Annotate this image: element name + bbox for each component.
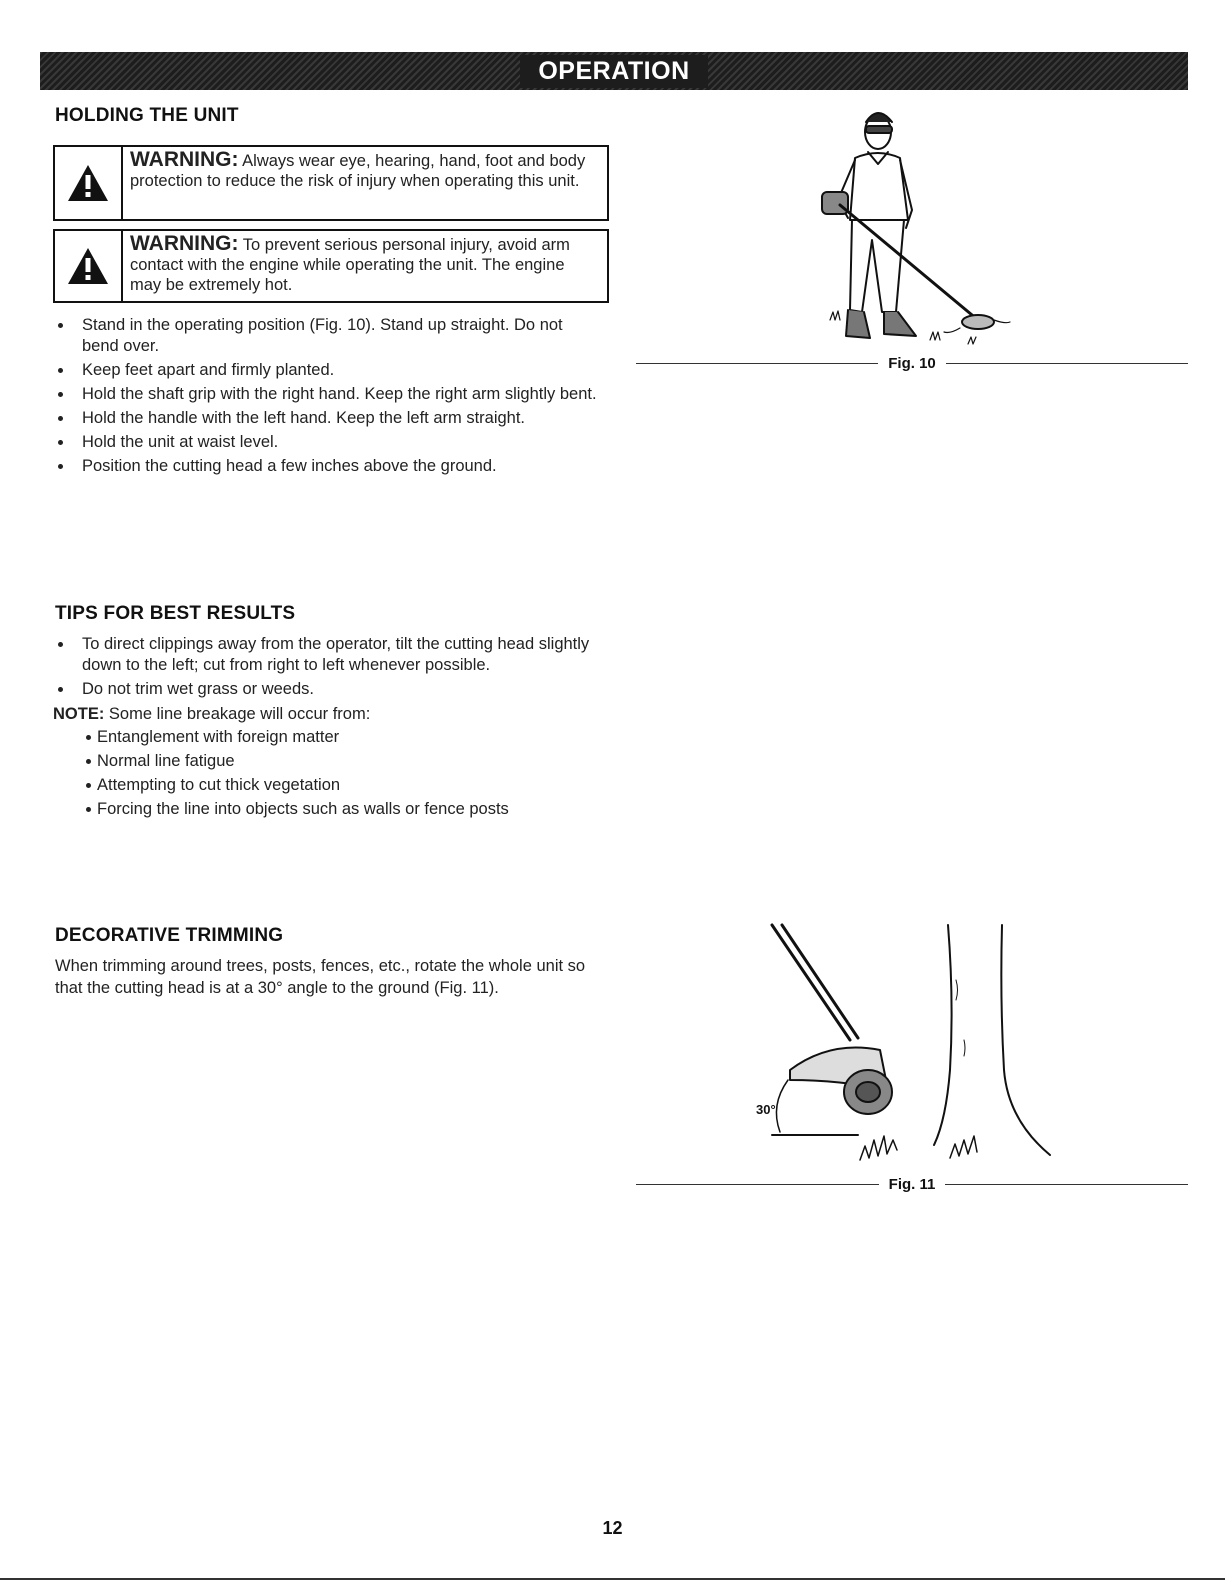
- header-title-wrap: [520, 55, 707, 88]
- caption-rule: [636, 363, 878, 364]
- fig11-angle-label: 30°: [756, 1102, 776, 1117]
- note-sub-list: [53, 727, 598, 823]
- caption-rule: [945, 1184, 1188, 1185]
- list-item: Attempting to cut thick vegetation: [53, 775, 598, 796]
- tips-bullet-list: [53, 634, 598, 703]
- section-title: OPERATION: [538, 56, 690, 85]
- page-number: 12: [602, 1518, 623, 1538]
- tips-note: [53, 704, 370, 725]
- fig10-caption-row: [636, 353, 1188, 373]
- section-header-bar: [40, 52, 1188, 90]
- decorative-paragraph: When trimming around trees, posts, fences, etc., rotate the whole unit so that the cutting head is at a 30° angle to the ground (Fig. 11).: [55, 957, 586, 997]
- list-item: Position the cutting head a few inches above the ground.: [53, 456, 598, 477]
- fig10-caption: Fig. 10: [888, 354, 936, 372]
- warning-icon-cell: [55, 147, 123, 219]
- warning-body: To prevent serious personal injury, avoid arm contact with the engine while operating the unit. The engine may be extremely hot.: [130, 236, 570, 294]
- fig11-caption: Fig. 11: [888, 1175, 936, 1193]
- tips-heading: TIPS FOR BEST RESULTS: [55, 603, 296, 624]
- list-item: Hold the handle with the left hand. Keep the left arm straight.: [53, 408, 598, 429]
- list-item: To direct clippings away from the operator, tilt the cutting head slightly down to the left; cut from right to left whenever possible.: [53, 634, 598, 676]
- list-item: Do not trim wet grass or weeds.: [53, 679, 598, 700]
- holding-bullet-list: [53, 315, 598, 480]
- warning-icon-cell: [55, 231, 123, 301]
- fig11-caption-row: [636, 1174, 1188, 1194]
- decorative-heading: DECORATIVE TRIMMING: [55, 925, 284, 946]
- note-text: Some line breakage will occur from:: [104, 705, 371, 723]
- fig11-decorative-trimming-illustration: [750, 920, 1070, 1170]
- holding-heading: HOLDING THE UNIT: [55, 105, 239, 126]
- list-item: Forcing the line into objects such as walls or fence posts: [53, 799, 598, 820]
- warning-label: WARNING:: [130, 232, 239, 255]
- warning-box-engine: [53, 229, 609, 303]
- caption-rule: [636, 1184, 879, 1185]
- warning-label: WARNING:: [130, 148, 239, 171]
- warning-box-protection: [53, 145, 609, 221]
- warning-triangle-icon: [66, 246, 110, 286]
- list-item: Hold the unit at waist level.: [53, 432, 598, 453]
- warning-text: [123, 231, 607, 301]
- warning-body: Always wear eye, hearing, hand, foot and body protection to reduce the risk of injury when operating this unit.: [130, 152, 586, 190]
- fig10-operator-illustration: [800, 100, 1030, 350]
- warning-text: [123, 147, 607, 219]
- caption-rule: [946, 363, 1188, 364]
- note-label: NOTE:: [53, 705, 105, 723]
- list-item: Stand in the operating position (Fig. 10). Stand up straight. Do not bend over.: [53, 315, 598, 357]
- list-item: Keep feet apart and firmly planted.: [53, 360, 598, 381]
- bottom-rule: [0, 1578, 1225, 1580]
- list-item: Normal line fatigue: [53, 751, 598, 772]
- warning-triangle-icon: [66, 163, 110, 203]
- list-item: Hold the shaft grip with the right hand. Keep the right arm slightly bent.: [53, 384, 598, 405]
- list-item: Entanglement with foreign matter: [53, 727, 598, 748]
